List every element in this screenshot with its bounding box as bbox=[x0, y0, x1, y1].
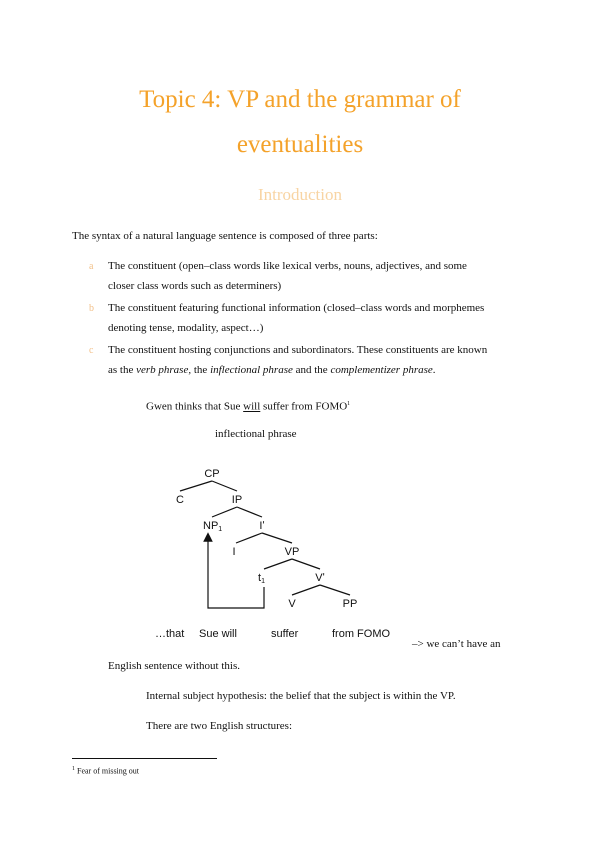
continuation-text: English sentence without this. bbox=[108, 660, 240, 672]
hypothesis-text: Internal subject hypothesis: the belief that the subject is within the VP. bbox=[146, 690, 456, 702]
list-item-b-line-1: The constituent featuring functional information (closed–class words and morphemes bbox=[108, 302, 485, 314]
tree-branch-ip-ibar bbox=[237, 507, 262, 517]
title-line-2: eventualities bbox=[236, 131, 364, 158]
two-structures-text: There are two English structures: bbox=[146, 720, 293, 732]
list-marker-c: c bbox=[89, 345, 94, 356]
tree-branch-vp-vbar bbox=[292, 559, 320, 569]
intro-paragraph: The syntax of a natural language sentence is composed of three parts: bbox=[72, 230, 378, 242]
tree-branch-vp-t bbox=[264, 559, 292, 569]
tree-branch-ip-np bbox=[212, 507, 237, 517]
tree-branch-cp-ip bbox=[212, 481, 237, 491]
tree-branch-ibar-i bbox=[236, 533, 262, 543]
list-item-b-line-2: denoting tense, modality, aspect…) bbox=[108, 322, 264, 334]
tree-node-cp: CP bbox=[204, 468, 220, 480]
arrow-note: –> we can’t have an bbox=[412, 638, 501, 650]
tree-node-vp: VP bbox=[284, 546, 300, 558]
list-item-a-line-1: The constituent (open–class words like lexical verbs, nouns, adjectives, and some bbox=[108, 260, 467, 272]
tree-node-c: C bbox=[176, 494, 184, 506]
tree-word-suffer: suffer bbox=[271, 628, 299, 640]
list-item-c-line-1: The constituent hosting conjunctions and subordinators. These constituents are known bbox=[108, 344, 488, 356]
footnote-divider bbox=[72, 758, 217, 759]
tree-branch-vbar-pp bbox=[320, 585, 350, 595]
tree-node-t: t1 bbox=[258, 572, 265, 585]
tree-word-from-fomo: from FOMO bbox=[332, 628, 391, 640]
section-heading: Introduction bbox=[257, 185, 343, 204]
tree-branch-vbar-v bbox=[292, 585, 320, 595]
tree-node-v: V bbox=[288, 598, 296, 610]
list-item-c-line-2: as the verb phrase, the inflectional phrase and the complementizer phrase. bbox=[108, 364, 436, 376]
title-line-1: Topic 4: VP and the grammar of bbox=[139, 86, 461, 113]
movement-arrow bbox=[208, 537, 264, 608]
tree-word-that: …that bbox=[155, 628, 185, 640]
syntax-tree bbox=[0, 455, 600, 655]
footnote-reference[interactable]: 1 bbox=[347, 401, 351, 407]
list-item-a-line-2: closer class words such as determiners) bbox=[108, 280, 282, 292]
tree-node-i-bar: Iʹ bbox=[259, 520, 265, 532]
tree-node-v-bar: Vʹ bbox=[315, 572, 325, 584]
list-marker-b: b bbox=[89, 303, 94, 314]
tree-branch-cp-c bbox=[180, 481, 212, 491]
tree-branch-ibar-vp bbox=[262, 533, 292, 543]
tree-word-sue-will: Sue will bbox=[199, 628, 237, 640]
example-sentence: Gwen thinks that Sue will suffer from FOMO$^1$ bbox=[146, 400, 351, 413]
tree-node-i: I bbox=[232, 546, 236, 558]
list-marker-a: a bbox=[89, 261, 94, 272]
phrase-label: inflectional phrase bbox=[215, 428, 297, 440]
footnote: $^1$ Fear of missing out bbox=[72, 766, 139, 776]
tree-node-np: NP1 bbox=[203, 520, 223, 533]
tree-node-pp: PP bbox=[342, 598, 358, 610]
tree-node-ip: IP bbox=[231, 494, 243, 506]
